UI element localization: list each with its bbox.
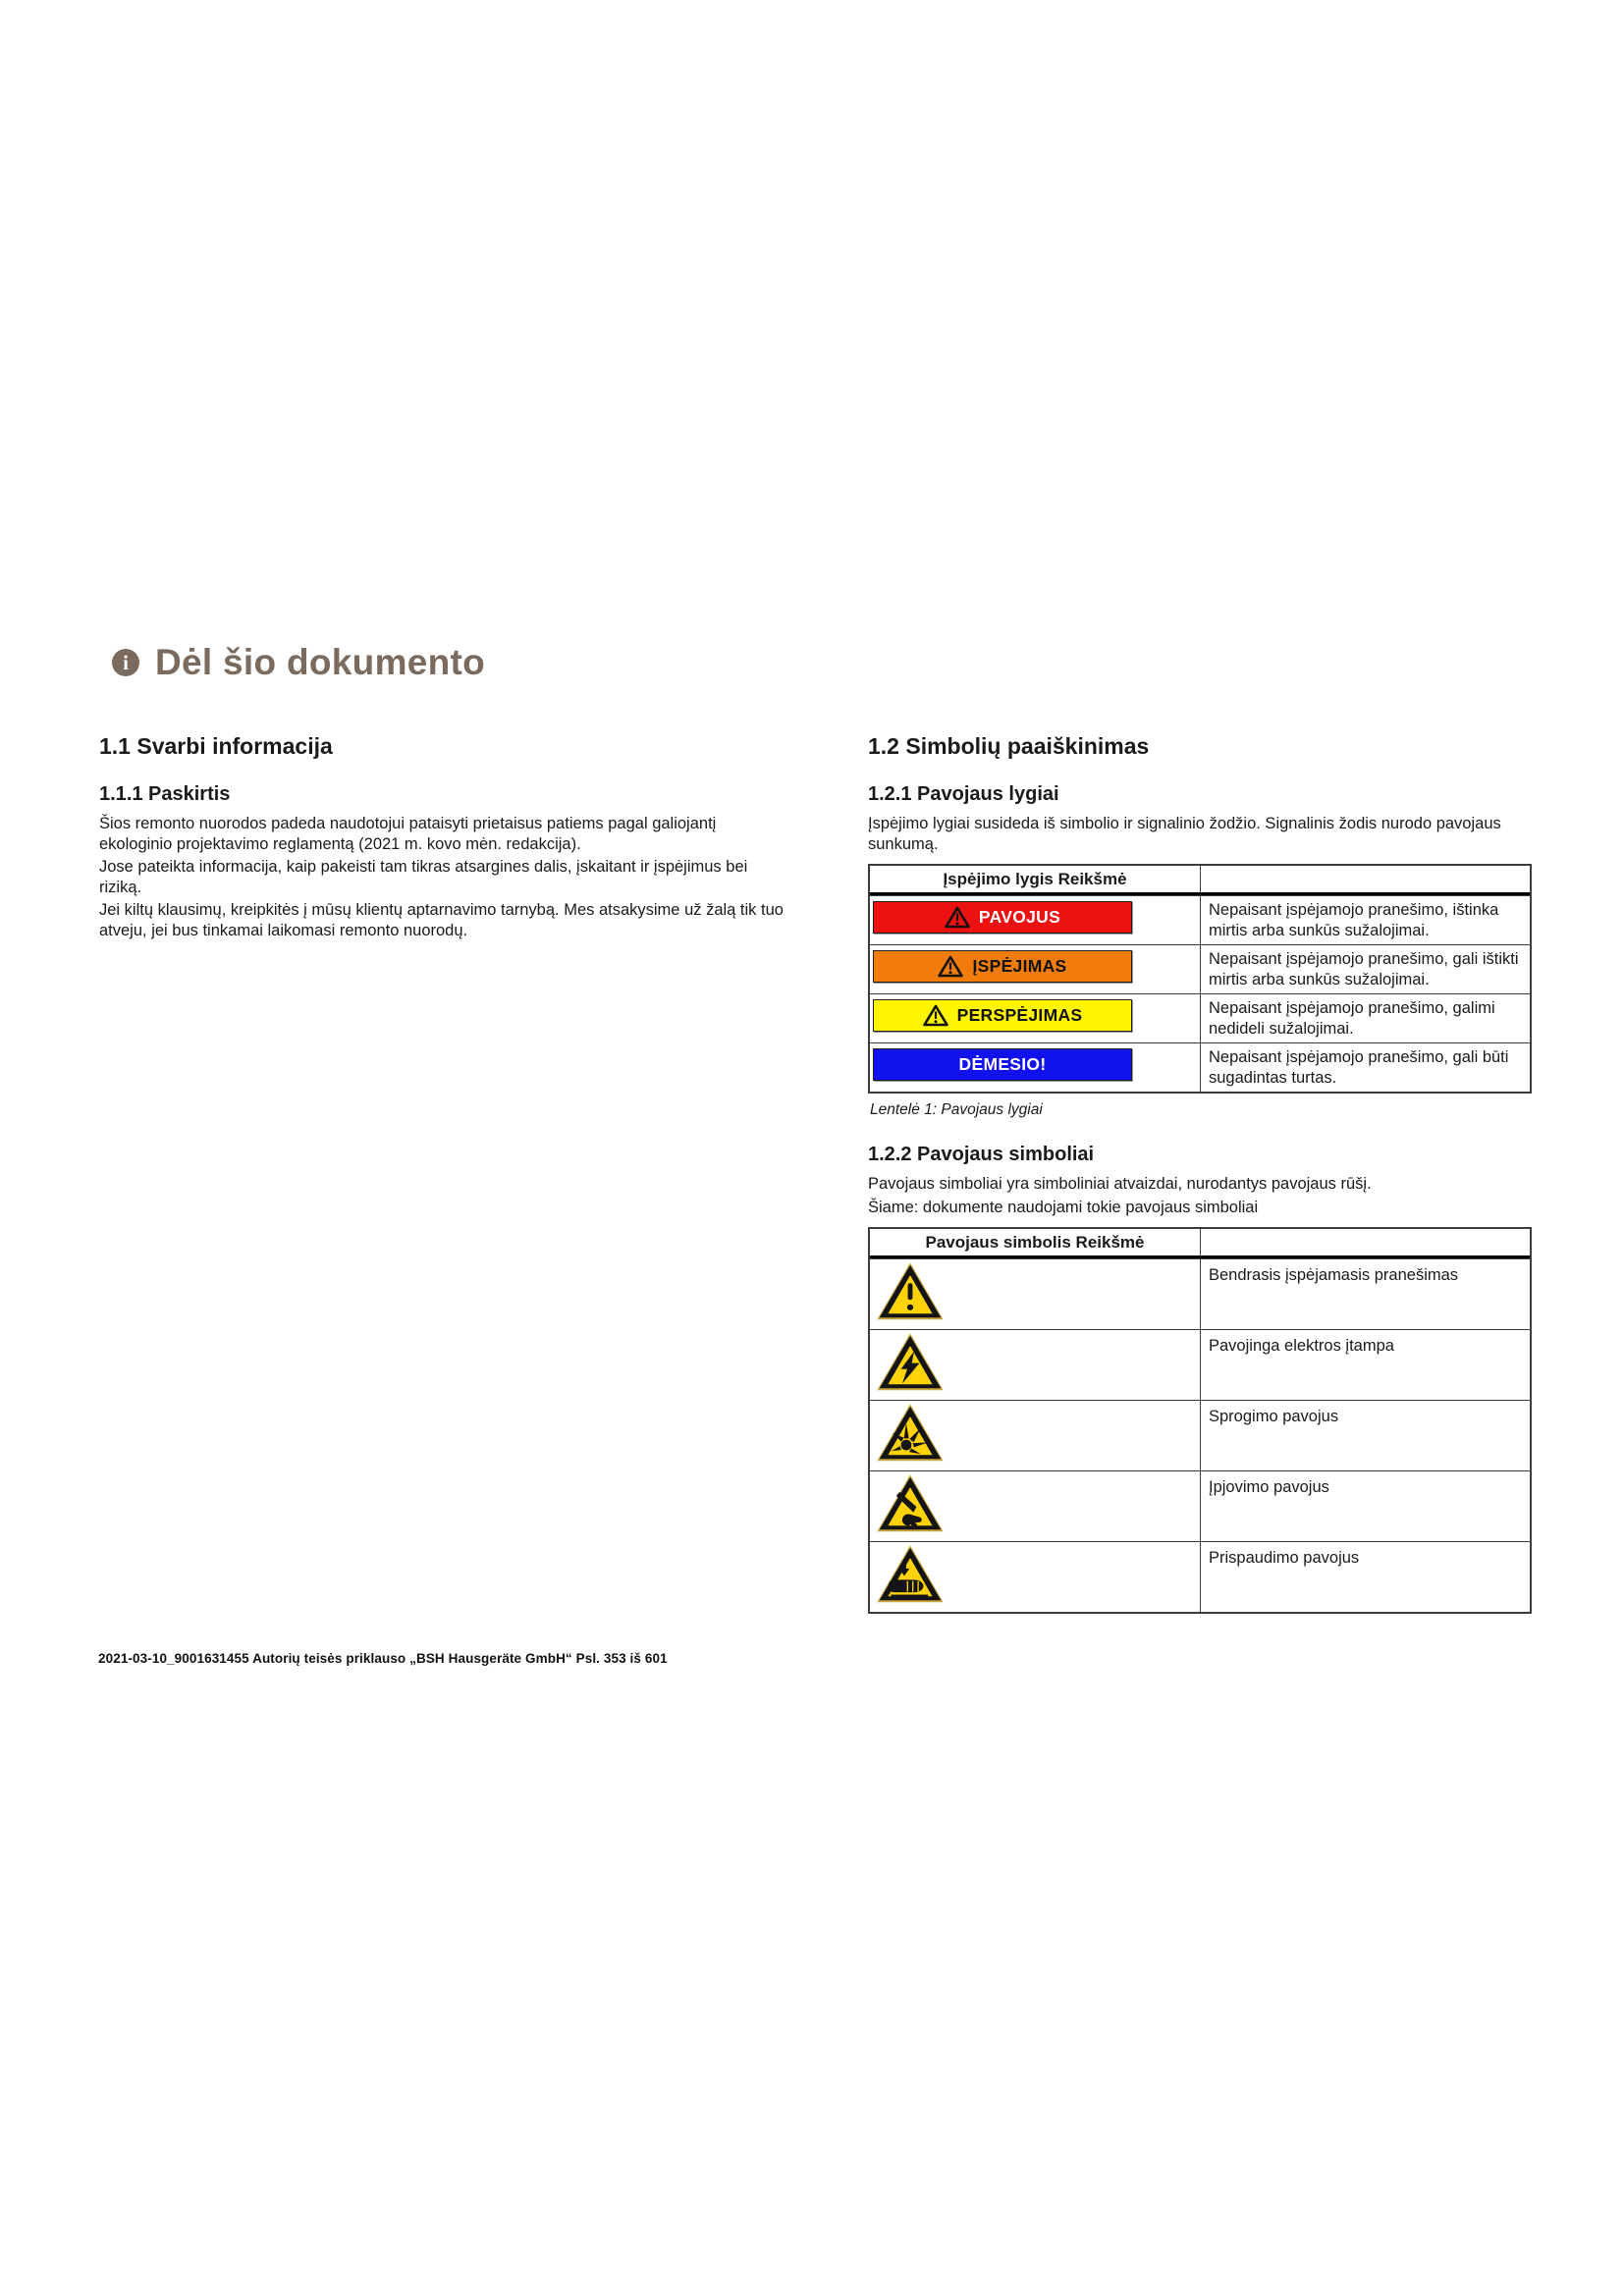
section-1-1-heading: 1.1 Svarbi informacija [99, 733, 333, 759]
paragraph: Šios remonto nuorodos padeda naudotojui pataisyti prietaisus patiems pagal galiojantį ekologinio projektavimo reglamentą (2021 m. kovo mėn. redakcija). [99, 815, 717, 853]
page-footer: 2021-03-10_9001631455 Autorių teisės priklauso „BSH Hausgeräte GmbH“ Psl. 353 iš 601 [98, 1651, 668, 1666]
meaning-text: Nepaisant įspėjamojo pranešimo, gali būti sugadintas turtas. [1209, 1048, 1509, 1087]
meaning-text: Nepaisant įspėjamojo pranešimo, ištinka mirtis arba sunkūs sužalojimai. [1209, 901, 1499, 939]
table-row [870, 944, 1530, 993]
banner-label: DĖMESIO! [958, 1054, 1047, 1074]
page-title-text: Dėl šio dokumento [155, 642, 486, 682]
table-header-empty [1201, 866, 1530, 892]
meaning-text: Nepaisant įspėjamojo pranešimo, gali ištikti mirtis arba sunkūs sužalojimai. [1209, 950, 1519, 988]
caution-banner [873, 999, 1132, 1032]
table-row [870, 1470, 1530, 1541]
paragraph: Šiame: dokumente naudojami tokie pavojaus simboliai [868, 1198, 1259, 1216]
electric-voltage-icon [876, 1331, 945, 1394]
table-row [870, 1042, 1530, 1092]
explosion-icon [876, 1402, 945, 1465]
meaning-text: Bendrasis įspėjamasis pranešimas [1209, 1266, 1459, 1284]
section-1-2-heading: 1.2 Simbolių paaiškinimas [868, 733, 1150, 759]
meaning-text: Nepaisant įspėjamojo pranešimo, galimi nedideli sužalojimai. [1209, 999, 1495, 1038]
table-header-row [870, 1229, 1530, 1258]
section-1-1-1-heading: 1.1.1 Paskirtis [99, 783, 231, 805]
table-caption: Lentelė 1: Pavojaus lygiai [870, 1101, 1043, 1118]
danger-banner [873, 901, 1132, 934]
cutting-hazard-icon [876, 1472, 945, 1535]
meaning-text: Įpjovimo pavojus [1209, 1478, 1329, 1496]
table-row [870, 1329, 1530, 1400]
table-header: Pavojaus simbolis Reikšmė [870, 1229, 1201, 1255]
page-title [112, 642, 485, 683]
warning-triangle-icon [945, 906, 970, 929]
paragraph: Jose pateikta informacija, kaip pakeisti tam tikras atsargines dalis, įskaitant ir įspėjimus bei riziką. [99, 858, 748, 896]
general-warning-icon [876, 1260, 945, 1323]
paragraph: Pavojaus simboliai yra simboliniai atvaizdai, nurodantys pavojaus rūšį. [868, 1175, 1372, 1193]
meaning-text: Prispaudimo pavojus [1209, 1549, 1360, 1567]
banner-label: PAVOJUS [978, 907, 1061, 927]
warning-banner [873, 950, 1132, 983]
warning-levels-table [868, 864, 1532, 1094]
hazard-symbols-table [868, 1227, 1532, 1614]
table-row [870, 1258, 1530, 1329]
table-header: Įspėjimo lygis Reikšmė [870, 866, 1201, 892]
table-header-row [870, 866, 1530, 895]
table-row [870, 1400, 1530, 1470]
table-row [870, 993, 1530, 1042]
info-icon: i [112, 649, 139, 676]
warning-triangle-icon [938, 955, 963, 978]
section-1-2-1-heading: 1.2.1 Pavojaus lygiai [868, 783, 1059, 805]
banner-label: ĮSPĖJIMAS [972, 956, 1067, 976]
table-row [870, 1541, 1530, 1612]
right-column [868, 734, 1532, 1614]
left-column [99, 734, 784, 943]
banner-label: PERSPĖJIMAS [956, 1005, 1083, 1025]
table-row [870, 895, 1530, 944]
meaning-text: Sprogimo pavojus [1209, 1408, 1339, 1425]
paragraph: Įspėjimo lygiai susideda iš simbolio ir signalinio žodžio. Signalinis žodis nurodo pavojaus sunkumą. [868, 815, 1501, 853]
warning-triangle-icon [923, 1004, 948, 1027]
crushing-hazard-icon [876, 1543, 945, 1606]
meaning-text: Pavojinga elektros įtampa [1209, 1337, 1394, 1355]
table-header-empty [1201, 1229, 1530, 1255]
notice-banner [873, 1048, 1132, 1081]
paragraph: Jei kiltų klausimų, kreipkitės į mūsų klientų aptarnavimo tarnybą. Mes atsakysime už žalą tik tuo atveju, jei bus tinkamai laikomasi remonto nuorodų. [99, 901, 784, 939]
section-1-2-2-heading: 1.2.2 Pavojaus simboliai [868, 1144, 1095, 1165]
